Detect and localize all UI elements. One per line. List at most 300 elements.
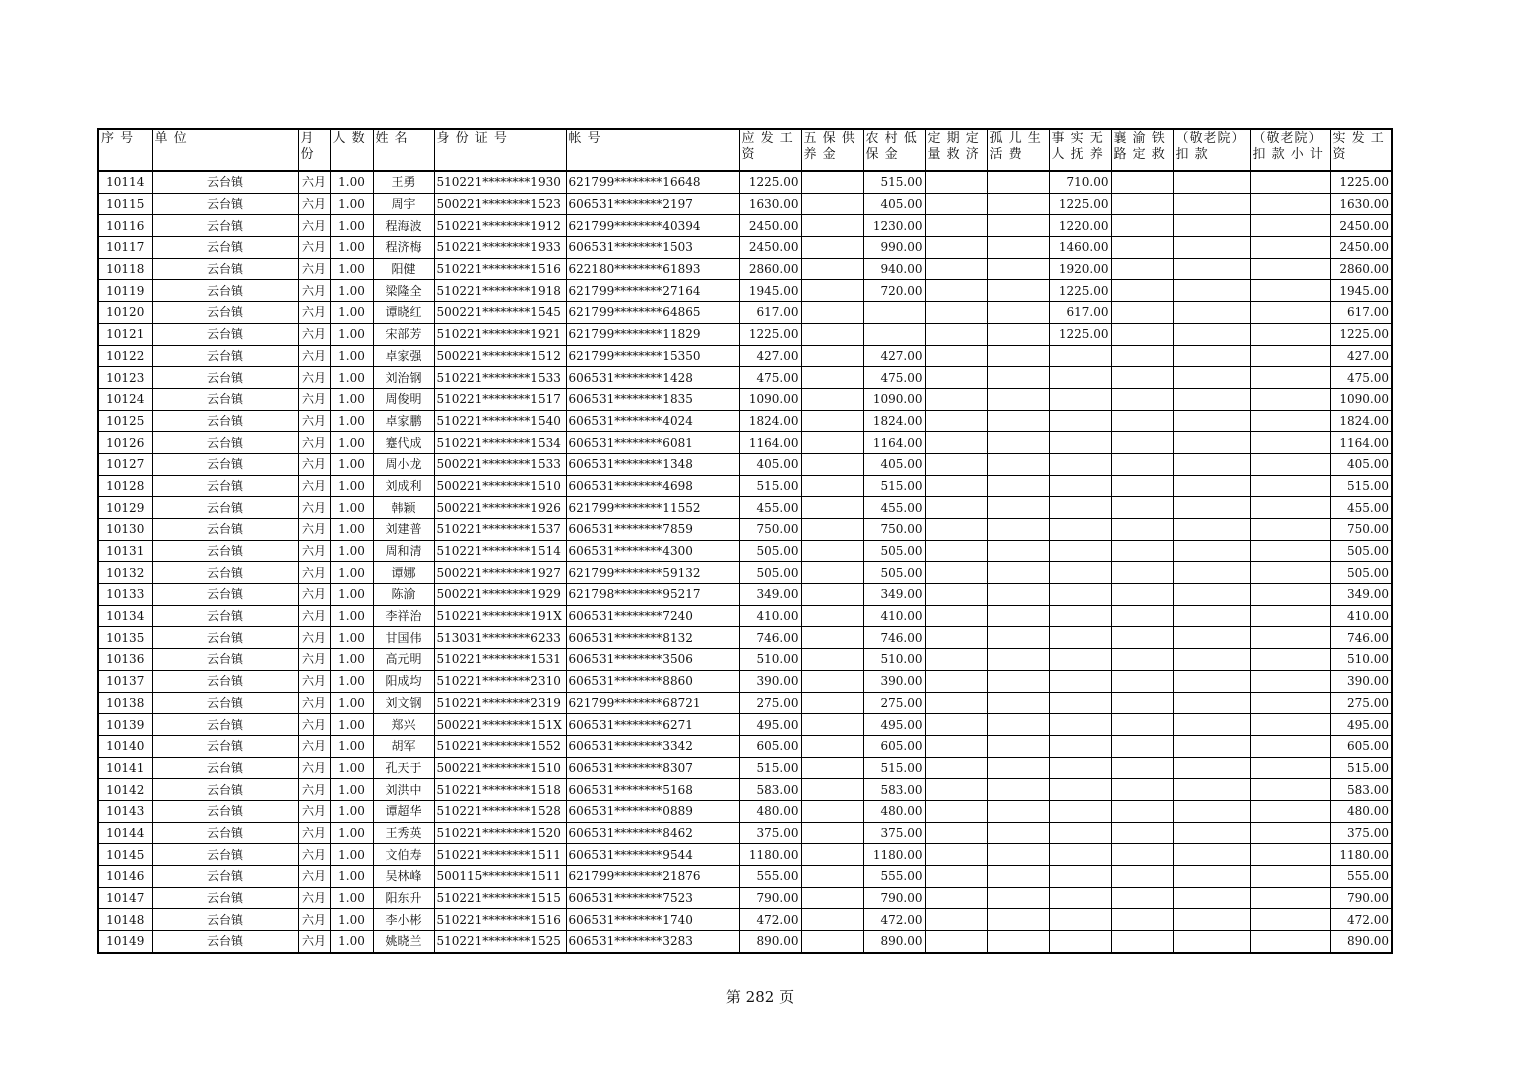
table-cell: 云台镇 bbox=[152, 237, 298, 259]
table-cell: 515.00 bbox=[739, 475, 801, 497]
table-cell bbox=[1111, 931, 1173, 953]
table-cell: 1.00 bbox=[330, 757, 373, 779]
table-cell: 1090.00 bbox=[739, 388, 801, 410]
table-cell: 890.00 bbox=[1330, 931, 1392, 953]
table-cell bbox=[801, 475, 863, 497]
table-cell: 六月 bbox=[298, 367, 330, 389]
column-header: 人 数 bbox=[330, 129, 373, 171]
table-cell bbox=[801, 822, 863, 844]
table-cell: 六月 bbox=[298, 497, 330, 519]
table-cell bbox=[925, 388, 987, 410]
table-cell: 621799********16648 bbox=[566, 171, 739, 193]
table-cell bbox=[1250, 258, 1330, 280]
table-cell: 510221********1511 bbox=[434, 844, 566, 866]
table-cell: 500221********1510 bbox=[434, 475, 566, 497]
table-cell: 2450.00 bbox=[1330, 215, 1392, 237]
table-cell: 275.00 bbox=[739, 692, 801, 714]
table-cell: 六月 bbox=[298, 735, 330, 757]
table-cell: 六月 bbox=[298, 237, 330, 259]
table-cell: 10114 bbox=[98, 171, 152, 193]
table-cell bbox=[1111, 627, 1173, 649]
table-cell: 621798********95217 bbox=[566, 584, 739, 606]
table-cell bbox=[1250, 909, 1330, 931]
table-cell bbox=[925, 670, 987, 692]
table-cell: 10143 bbox=[98, 800, 152, 822]
table-cell: 六月 bbox=[298, 519, 330, 541]
table-cell: 六月 bbox=[298, 649, 330, 671]
table-cell: 云台镇 bbox=[152, 258, 298, 280]
table-cell bbox=[925, 887, 987, 909]
table-cell bbox=[987, 584, 1049, 606]
column-header: 实 发 工 资 bbox=[1330, 129, 1392, 171]
table-cell: 六月 bbox=[298, 779, 330, 801]
table-cell: 周和清 bbox=[373, 540, 434, 562]
table-cell: 10134 bbox=[98, 605, 152, 627]
table-cell: 510221********1518 bbox=[434, 779, 566, 801]
table-cell bbox=[1049, 540, 1111, 562]
table-cell bbox=[1250, 866, 1330, 888]
table-cell bbox=[987, 714, 1049, 736]
table-cell bbox=[1250, 193, 1330, 215]
table-cell bbox=[801, 519, 863, 541]
table-cell bbox=[801, 757, 863, 779]
table-cell bbox=[1111, 714, 1173, 736]
table-cell: 480.00 bbox=[863, 800, 925, 822]
column-header: 农 村 低 保 金 bbox=[863, 129, 925, 171]
table-cell: 510221********1531 bbox=[434, 649, 566, 671]
table-cell: 1824.00 bbox=[1330, 410, 1392, 432]
table-cell bbox=[987, 432, 1049, 454]
table-cell: 606531********1503 bbox=[566, 237, 739, 259]
table-row bbox=[98, 757, 1392, 779]
table-cell: 500221********1545 bbox=[434, 302, 566, 324]
table-cell bbox=[1049, 800, 1111, 822]
table-cell: 1220.00 bbox=[1049, 215, 1111, 237]
table-cell bbox=[925, 584, 987, 606]
table-cell: 1180.00 bbox=[863, 844, 925, 866]
table-cell: 605.00 bbox=[863, 735, 925, 757]
column-header: 五 保 供 养 金 bbox=[801, 129, 863, 171]
table-cell: 606531********1740 bbox=[566, 909, 739, 931]
table-cell bbox=[1049, 519, 1111, 541]
table-cell: 云台镇 bbox=[152, 519, 298, 541]
table-cell: 1.00 bbox=[330, 714, 373, 736]
table-cell: 10130 bbox=[98, 519, 152, 541]
table-cell: 621799********27164 bbox=[566, 280, 739, 302]
table-cell: 605.00 bbox=[1330, 735, 1392, 757]
table-cell: 六月 bbox=[298, 931, 330, 953]
table-cell bbox=[1173, 887, 1250, 909]
table-row bbox=[98, 258, 1392, 280]
table-cell bbox=[925, 519, 987, 541]
table-cell: 606531********4024 bbox=[566, 410, 739, 432]
table-cell: 六月 bbox=[298, 822, 330, 844]
table-cell: 10128 bbox=[98, 475, 152, 497]
table-cell bbox=[801, 388, 863, 410]
table-cell: 505.00 bbox=[863, 540, 925, 562]
table-cell bbox=[1173, 714, 1250, 736]
table-cell: 390.00 bbox=[1330, 670, 1392, 692]
table-cell: 2450.00 bbox=[739, 215, 801, 237]
table-cell: 750.00 bbox=[739, 519, 801, 541]
table-cell: 427.00 bbox=[1330, 345, 1392, 367]
table-cell: 515.00 bbox=[1330, 757, 1392, 779]
table-cell bbox=[1173, 237, 1250, 259]
table-cell: 510221********2319 bbox=[434, 692, 566, 714]
table-cell: 六月 bbox=[298, 258, 330, 280]
table-cell: 583.00 bbox=[739, 779, 801, 801]
table-cell bbox=[1111, 562, 1173, 584]
table-cell bbox=[1250, 779, 1330, 801]
table-cell: 刘洪中 bbox=[373, 779, 434, 801]
table-cell bbox=[1173, 605, 1250, 627]
table-cell: 周小龙 bbox=[373, 453, 434, 475]
table-cell bbox=[801, 627, 863, 649]
table-cell: 555.00 bbox=[1330, 866, 1392, 888]
table-cell bbox=[1049, 692, 1111, 714]
table-cell: 1.00 bbox=[330, 497, 373, 519]
table-cell bbox=[801, 735, 863, 757]
table-cell bbox=[801, 171, 863, 193]
table-cell bbox=[1173, 475, 1250, 497]
table-cell: 621799********59132 bbox=[566, 562, 739, 584]
table-cell bbox=[1111, 540, 1173, 562]
table-cell: 1920.00 bbox=[1049, 258, 1111, 280]
table-cell: 10124 bbox=[98, 388, 152, 410]
table-cell bbox=[1111, 497, 1173, 519]
table-cell bbox=[1049, 757, 1111, 779]
table-cell: 1.00 bbox=[330, 909, 373, 931]
table-cell bbox=[1250, 735, 1330, 757]
table-cell: 云台镇 bbox=[152, 800, 298, 822]
table-cell bbox=[987, 627, 1049, 649]
table-cell: 云台镇 bbox=[152, 605, 298, 627]
table-cell: 790.00 bbox=[1330, 887, 1392, 909]
table-cell bbox=[1049, 649, 1111, 671]
table-cell: 2450.00 bbox=[739, 237, 801, 259]
table-row bbox=[98, 453, 1392, 475]
table-cell: 梁隆全 bbox=[373, 280, 434, 302]
table-cell: 410.00 bbox=[1330, 605, 1392, 627]
table-cell: 云台镇 bbox=[152, 475, 298, 497]
table-cell bbox=[1173, 302, 1250, 324]
table-cell bbox=[1173, 931, 1250, 953]
table-cell: 六月 bbox=[298, 475, 330, 497]
table-cell bbox=[1250, 931, 1330, 953]
table-cell bbox=[925, 562, 987, 584]
table-cell: 505.00 bbox=[863, 562, 925, 584]
table-cell bbox=[1250, 887, 1330, 909]
table-cell bbox=[1173, 735, 1250, 757]
table-cell: 王勇 bbox=[373, 171, 434, 193]
table-cell bbox=[1049, 887, 1111, 909]
table-cell bbox=[1049, 735, 1111, 757]
table-cell: 710.00 bbox=[1049, 171, 1111, 193]
table-cell: 746.00 bbox=[1330, 627, 1392, 649]
table-cell: 10126 bbox=[98, 432, 152, 454]
table-cell: 谭娜 bbox=[373, 562, 434, 584]
table-cell: 606531********0889 bbox=[566, 800, 739, 822]
table-cell: 405.00 bbox=[863, 193, 925, 215]
table-cell bbox=[801, 670, 863, 692]
table-cell bbox=[1111, 649, 1173, 671]
table-cell bbox=[925, 215, 987, 237]
column-header: 序 号 bbox=[98, 129, 152, 171]
table-cell: 495.00 bbox=[1330, 714, 1392, 736]
table-cell bbox=[925, 800, 987, 822]
table-cell bbox=[987, 735, 1049, 757]
table-cell bbox=[925, 931, 987, 953]
table-cell: 890.00 bbox=[739, 931, 801, 953]
table-cell: 六月 bbox=[298, 887, 330, 909]
table-cell: 555.00 bbox=[863, 866, 925, 888]
table-cell: 500221********1929 bbox=[434, 584, 566, 606]
table-row bbox=[98, 367, 1392, 389]
table-cell: 390.00 bbox=[739, 670, 801, 692]
table-cell: 405.00 bbox=[1330, 453, 1392, 475]
table-cell bbox=[925, 866, 987, 888]
table-cell bbox=[1111, 844, 1173, 866]
table-cell: 475.00 bbox=[1330, 367, 1392, 389]
table-cell bbox=[987, 519, 1049, 541]
table-cell bbox=[801, 540, 863, 562]
table-cell bbox=[1049, 562, 1111, 584]
table-cell: 505.00 bbox=[1330, 540, 1392, 562]
table-cell: 1.00 bbox=[330, 627, 373, 649]
table-cell bbox=[1049, 779, 1111, 801]
table-cell bbox=[1250, 844, 1330, 866]
table-cell bbox=[987, 931, 1049, 953]
column-header: 事 实 无 人 抚 养 bbox=[1049, 129, 1111, 171]
table-cell: 10120 bbox=[98, 302, 152, 324]
table-cell: 606531********1428 bbox=[566, 367, 739, 389]
table-cell: 1.00 bbox=[330, 215, 373, 237]
table-cell: 1.00 bbox=[330, 519, 373, 541]
table-cell bbox=[1173, 584, 1250, 606]
table-cell bbox=[801, 345, 863, 367]
table-cell bbox=[1111, 345, 1173, 367]
table-row bbox=[98, 692, 1392, 714]
table-cell bbox=[801, 779, 863, 801]
table-cell bbox=[987, 475, 1049, 497]
table-cell bbox=[1049, 931, 1111, 953]
table-cell: 10141 bbox=[98, 757, 152, 779]
table-cell: 姚晓兰 bbox=[373, 931, 434, 953]
table-cell bbox=[987, 497, 1049, 519]
table-cell: 1225.00 bbox=[1049, 193, 1111, 215]
table-cell: 746.00 bbox=[739, 627, 801, 649]
table-cell: 10132 bbox=[98, 562, 152, 584]
table-cell bbox=[1250, 302, 1330, 324]
table-cell bbox=[801, 367, 863, 389]
table-cell: 515.00 bbox=[863, 757, 925, 779]
table-cell bbox=[925, 302, 987, 324]
table-cell bbox=[925, 171, 987, 193]
table-cell: 六月 bbox=[298, 627, 330, 649]
table-cell: 475.00 bbox=[863, 367, 925, 389]
table-cell: 1230.00 bbox=[863, 215, 925, 237]
table-row bbox=[98, 931, 1392, 953]
column-header: 孤 儿 生 活 费 bbox=[987, 129, 1049, 171]
table-cell: 405.00 bbox=[739, 453, 801, 475]
table-cell: 10115 bbox=[98, 193, 152, 215]
table-cell: 890.00 bbox=[863, 931, 925, 953]
table-cell bbox=[1111, 280, 1173, 302]
table-cell bbox=[1250, 649, 1330, 671]
table-cell bbox=[1049, 627, 1111, 649]
table-cell bbox=[801, 302, 863, 324]
table-cell: 515.00 bbox=[1330, 475, 1392, 497]
table-cell: 375.00 bbox=[739, 822, 801, 844]
table-cell bbox=[801, 215, 863, 237]
table-cell: 云台镇 bbox=[152, 866, 298, 888]
table-cell bbox=[801, 562, 863, 584]
table-cell: 10136 bbox=[98, 649, 152, 671]
table-row bbox=[98, 584, 1392, 606]
table-cell bbox=[1250, 453, 1330, 475]
table-cell: 六月 bbox=[298, 280, 330, 302]
table-cell bbox=[1173, 432, 1250, 454]
table-cell: 515.00 bbox=[863, 475, 925, 497]
table-cell: 10142 bbox=[98, 779, 152, 801]
column-header: （敬老院） 扣 款 bbox=[1173, 129, 1250, 171]
table-cell: 505.00 bbox=[739, 562, 801, 584]
table-cell bbox=[801, 323, 863, 345]
table-cell: 宋部芳 bbox=[373, 323, 434, 345]
table-cell: 746.00 bbox=[863, 627, 925, 649]
table-cell bbox=[1111, 323, 1173, 345]
table-cell bbox=[801, 866, 863, 888]
table-cell: 1225.00 bbox=[739, 171, 801, 193]
table-cell: 1225.00 bbox=[1330, 323, 1392, 345]
table-cell: 606531********4698 bbox=[566, 475, 739, 497]
table-cell: 500221********1510 bbox=[434, 757, 566, 779]
table-cell: 王秀英 bbox=[373, 822, 434, 844]
table-cell: 621799********64865 bbox=[566, 302, 739, 324]
table-cell: 1460.00 bbox=[1049, 237, 1111, 259]
table-row bbox=[98, 909, 1392, 931]
table-cell: 472.00 bbox=[739, 909, 801, 931]
table-cell bbox=[1173, 540, 1250, 562]
table-cell: 510.00 bbox=[1330, 649, 1392, 671]
table-cell: 云台镇 bbox=[152, 670, 298, 692]
table-cell bbox=[987, 193, 1049, 215]
table-cell: 606531********3283 bbox=[566, 931, 739, 953]
table-cell: 六月 bbox=[298, 432, 330, 454]
table-cell: 790.00 bbox=[739, 887, 801, 909]
table-cell bbox=[1111, 193, 1173, 215]
table-cell bbox=[1049, 584, 1111, 606]
table-cell bbox=[925, 237, 987, 259]
table-cell: 427.00 bbox=[739, 345, 801, 367]
column-header: 襄 渝 铁 路 定 救 bbox=[1111, 129, 1173, 171]
table-cell: 606531********7859 bbox=[566, 519, 739, 541]
table-cell: 2860.00 bbox=[1330, 258, 1392, 280]
table-cell: 606531********6081 bbox=[566, 432, 739, 454]
table-cell bbox=[1111, 410, 1173, 432]
table-cell: 六月 bbox=[298, 345, 330, 367]
table-cell: 622180********61893 bbox=[566, 258, 739, 280]
table-cell: 510221********1534 bbox=[434, 432, 566, 454]
table-cell: 1.00 bbox=[330, 649, 373, 671]
table-row bbox=[98, 410, 1392, 432]
table-cell bbox=[925, 258, 987, 280]
table-cell: 1.00 bbox=[330, 822, 373, 844]
table-cell: 513031********6233 bbox=[434, 627, 566, 649]
table-cell: 790.00 bbox=[863, 887, 925, 909]
table-cell: 云台镇 bbox=[152, 714, 298, 736]
table-cell: 10149 bbox=[98, 931, 152, 953]
table-cell bbox=[1111, 367, 1173, 389]
table-row bbox=[98, 887, 1392, 909]
table-cell: 510221********1525 bbox=[434, 931, 566, 953]
table-cell: 510221********1528 bbox=[434, 800, 566, 822]
table-cell: 云台镇 bbox=[152, 692, 298, 714]
table-cell: 510221********1516 bbox=[434, 909, 566, 931]
table-cell: 455.00 bbox=[1330, 497, 1392, 519]
table-cell bbox=[1111, 475, 1173, 497]
table-cell: 510.00 bbox=[863, 649, 925, 671]
table-cell: 510221********2310 bbox=[434, 670, 566, 692]
table-cell bbox=[925, 193, 987, 215]
table-cell: 1.00 bbox=[330, 540, 373, 562]
table-cell: 云台镇 bbox=[152, 302, 298, 324]
table-cell: 1.00 bbox=[330, 475, 373, 497]
table-cell bbox=[801, 649, 863, 671]
table-cell: 617.00 bbox=[739, 302, 801, 324]
table-cell: 陈渝 bbox=[373, 584, 434, 606]
table-cell bbox=[1173, 822, 1250, 844]
column-header: 帐 号 bbox=[566, 129, 739, 171]
table-cell: 刘治钢 bbox=[373, 367, 434, 389]
table-cell bbox=[925, 692, 987, 714]
table-cell bbox=[801, 193, 863, 215]
table-cell bbox=[1250, 345, 1330, 367]
table-cell: 1.00 bbox=[330, 562, 373, 584]
table-cell bbox=[1111, 171, 1173, 193]
table-cell bbox=[925, 909, 987, 931]
table-cell bbox=[1049, 367, 1111, 389]
table-cell: 583.00 bbox=[1330, 779, 1392, 801]
table-cell bbox=[1250, 605, 1330, 627]
table-cell bbox=[1049, 866, 1111, 888]
column-header: （敬老院） 扣 款 小 计 bbox=[1250, 129, 1330, 171]
table-cell: 1.00 bbox=[330, 866, 373, 888]
table-cell bbox=[1173, 800, 1250, 822]
table-cell bbox=[925, 453, 987, 475]
column-header: 定 期 定 量 救 济 bbox=[925, 129, 987, 171]
table-cell: 1.00 bbox=[330, 453, 373, 475]
table-cell: 六月 bbox=[298, 215, 330, 237]
table-cell bbox=[1049, 388, 1111, 410]
table-cell: 1.00 bbox=[330, 237, 373, 259]
table-cell bbox=[1049, 822, 1111, 844]
table-cell: 606531********8462 bbox=[566, 822, 739, 844]
table-cell: 六月 bbox=[298, 171, 330, 193]
table-cell: 617.00 bbox=[1049, 302, 1111, 324]
table-cell: 606531********8307 bbox=[566, 757, 739, 779]
table-cell bbox=[987, 800, 1049, 822]
table-cell: 甘国伟 bbox=[373, 627, 434, 649]
table-cell: 1.00 bbox=[330, 605, 373, 627]
table-cell bbox=[1173, 779, 1250, 801]
table-cell: 云台镇 bbox=[152, 345, 298, 367]
table-cell bbox=[801, 909, 863, 931]
table-cell bbox=[925, 627, 987, 649]
table-cell: 475.00 bbox=[739, 367, 801, 389]
table-cell: 云台镇 bbox=[152, 410, 298, 432]
table-cell: 10139 bbox=[98, 714, 152, 736]
